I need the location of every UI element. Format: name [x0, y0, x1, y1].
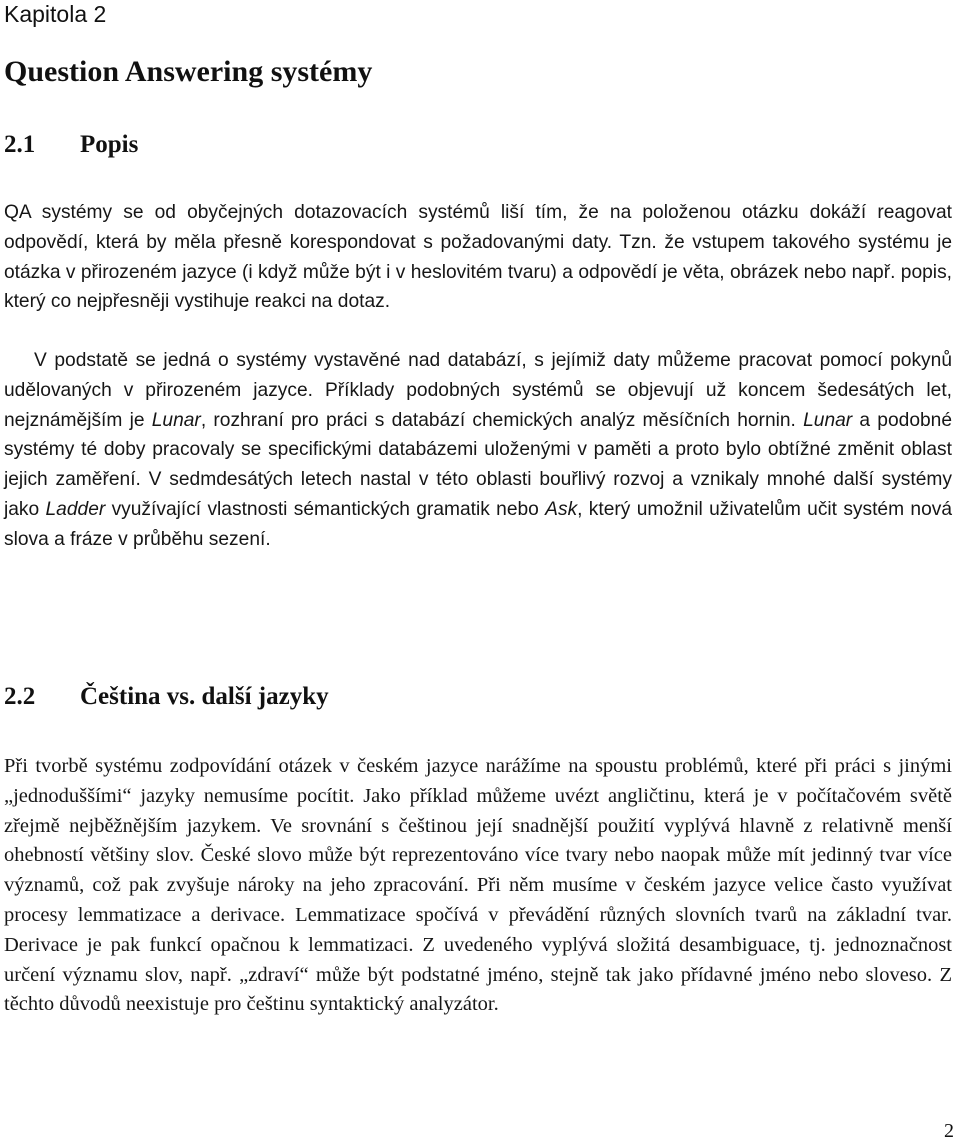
section-title: Čeština vs. další jazyky	[80, 683, 329, 710]
paragraph-text: a podobné systémy té doby pracovaly se specifickými databázemi uloženými v paměti a proto bylo obtížné změnit oblast jejich zaměření. V sedmdesátých letech nastal v této oblasti bouřlivý rozvoj a vznikaly mnohé další systémy jako	[4, 409, 953, 520]
page-number: 2	[944, 1120, 954, 1142]
system-name-ladder: Ladder	[45, 498, 106, 520]
paragraph-text: , rozhraní pro práci s databází chemických analýz měsíčních hornin.	[200, 409, 804, 431]
paragraph-text: využívající vlastnosti sémantických gramatik nebo	[105, 498, 546, 520]
section-number: 2.2	[4, 683, 36, 710]
chapter-title: Question Answering systémy	[4, 55, 373, 88]
system-name-lunar: Lunar	[803, 409, 853, 431]
paragraph-czech-language: Při tvorbě systému zodpovídání otázek v českém jazyce narážíme na spoustu problémů, které při práci s jinými „jednoduššími“ jazyky nemusíme pocítit. Jako příklad můžeme uvézt angličtinu, která je v počítačovém světě zřejmě nejběžnějším jazykem. Ve srovnání s češtinou její snadnější použití vyplývá hlavně z relativně menší ohebností většiny slov. České slovo může být reprezentováno více tvary nebo naopak může mít jedinný tvar více významů, což pak zvyšuje nároky na jeho zpracování. Při něm musíme v českém jazyce velice často využívat procesy lemmatizace a derivace. Lemmatizace spočívá v převádění různých slovních tvarů na základní tvar. Derivace je pak funkcí opačnou k lemmatizaci. Z uvedeného vyplývá složitá desambiguace, tj. jednoznačnost určení významu slov, např. „zdraví“ může být podstatné jméno, stejně tak jako přídavné jméno nebo sloveso. Z těchto důvodů neexistuje pro češtinu syntaktický analyzátor.	[4, 755, 952, 1016]
paragraph-qa-history	[4, 346, 952, 555]
paragraph-text: V podstatě se jedná o systémy vystavěné nad databází, s jejímiž daty můžeme pracovat pomocí pokynů udělovaných v přirozeném jazyce. Příklady podobných systémů se objevují už koncem šedesátých let, nejznámějším je	[4, 350, 952, 431]
section-heading-cestina	[4, 682, 329, 712]
section-number: 2.1	[4, 131, 36, 158]
system-name-ask: Ask	[545, 498, 578, 520]
section-heading-popis	[4, 130, 138, 160]
chapter-label: Kapitola 2	[4, 1, 107, 27]
paragraph-text: , který umožnil uživatelům učit systém nová slova a fráze v průběhu sezení.	[4, 498, 952, 550]
section-title: Popis	[80, 131, 139, 158]
paragraph-qa-intro: QA systémy se od obyčejných dotazovacích systémů liší tím, že na položenou otázku dokáží reagovat odpovědí, která by měla přesně korespondovat s požadovanými daty. Tzn. že vstupem takového systému je otázka v přirozeném jazyce (i když může být i v heslovitém tvaru) a odpovědí je věta, obrázek nebo např. popis, který co nejpřesněji vystihuje reakci na dotaz.	[4, 202, 952, 313]
system-name-lunar: Lunar	[151, 409, 201, 431]
